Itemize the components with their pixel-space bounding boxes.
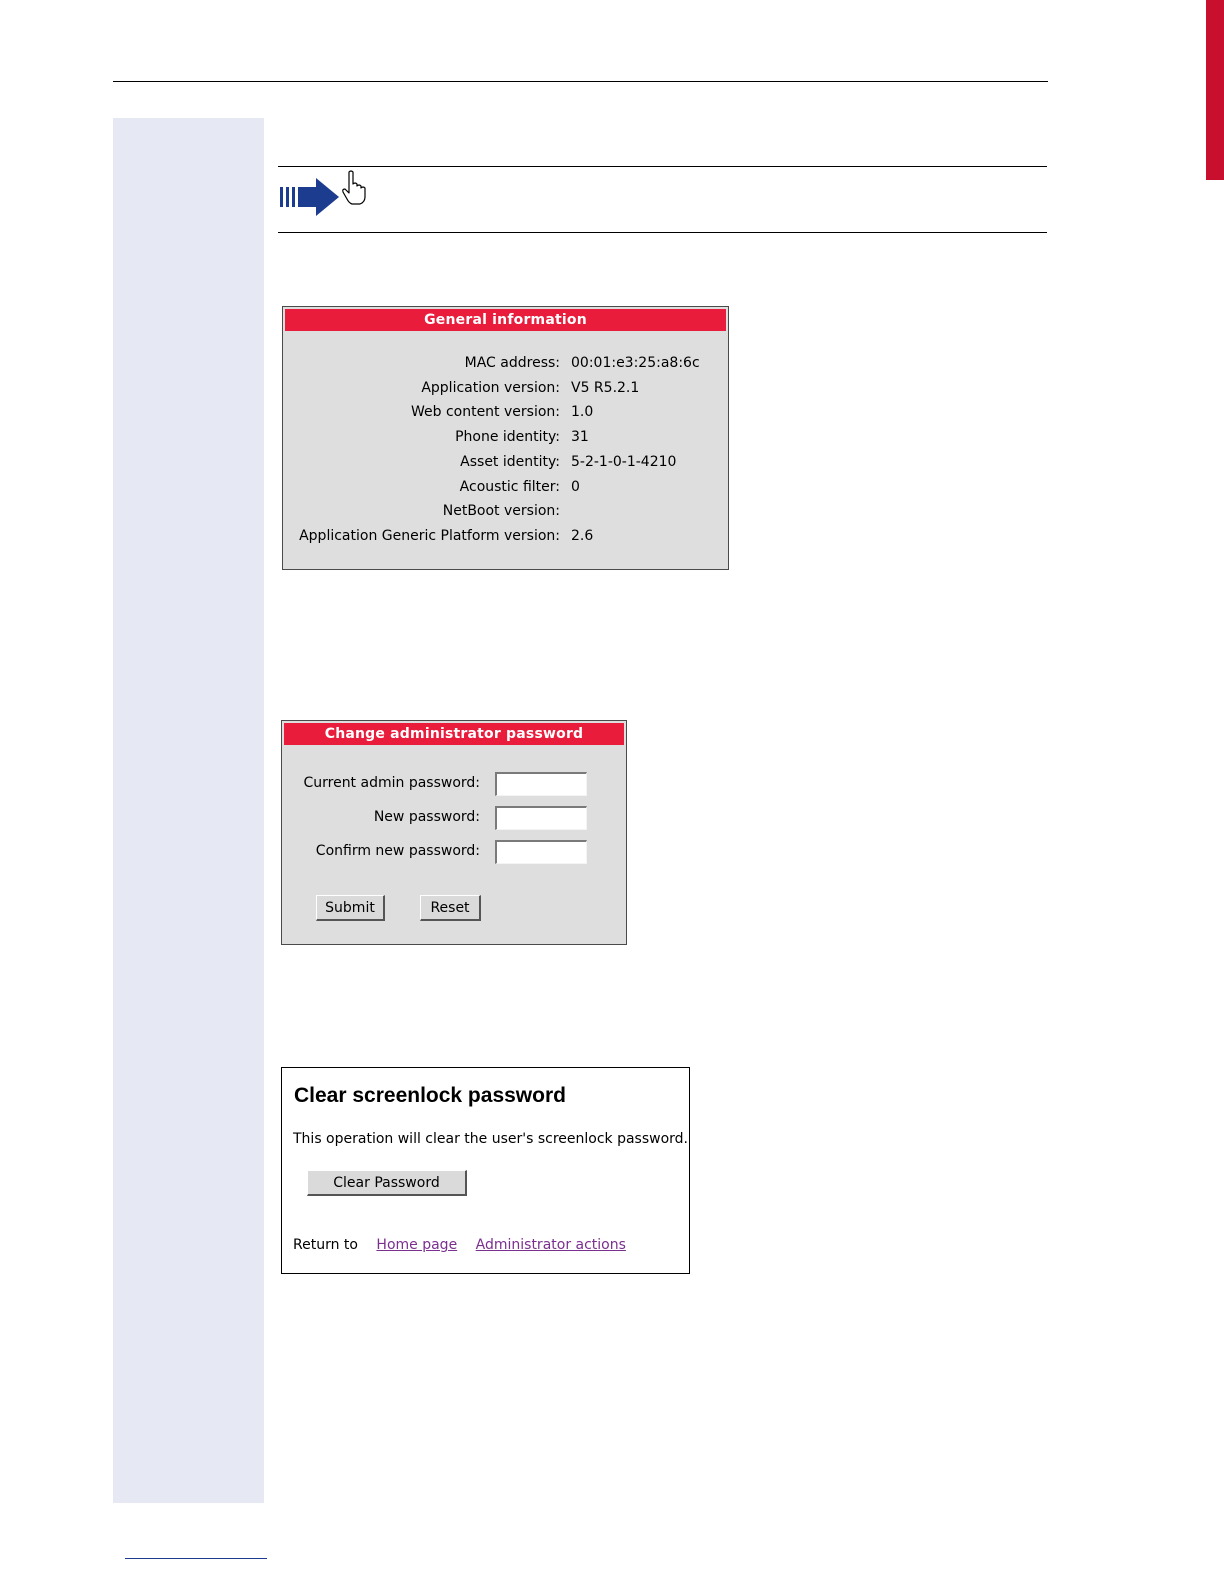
panel-title: Change administrator password xyxy=(284,723,624,745)
info-row xyxy=(283,503,728,525)
current-password-row xyxy=(282,772,626,796)
page-edge-tab xyxy=(1206,0,1224,180)
info-label: NetBoot version: xyxy=(442,503,560,520)
confirm-password-row xyxy=(282,840,626,864)
info-value: V5 R5.2.1 xyxy=(571,379,640,396)
top-rule xyxy=(113,81,1048,82)
info-row xyxy=(283,479,728,501)
reset-button[interactable]: Reset xyxy=(420,895,481,921)
info-row xyxy=(283,380,728,402)
clear-password-button[interactable]: Clear Password xyxy=(307,1170,467,1196)
info-value: 0 xyxy=(571,478,580,495)
current-password-label: Current admin password: xyxy=(303,775,480,791)
info-label: Web content version: xyxy=(410,404,560,421)
info-value: 31 xyxy=(571,429,589,446)
confirm-password-label: Confirm new password: xyxy=(315,843,480,859)
return-links xyxy=(293,1237,626,1253)
info-row xyxy=(283,454,728,476)
change-password-panel xyxy=(281,720,627,945)
general-information-panel xyxy=(282,306,729,570)
info-row xyxy=(283,355,728,377)
panel-title: General information xyxy=(285,309,726,331)
info-label: Phone identity: xyxy=(455,429,560,446)
submit-button[interactable]: Submit xyxy=(316,895,385,921)
clear-screenlock-panel xyxy=(281,1067,690,1274)
note-arrow-icon xyxy=(278,168,373,218)
note-bottom-rule xyxy=(278,232,1047,233)
info-label: Application Generic Platform version: xyxy=(299,527,560,544)
return-label: Return to xyxy=(293,1237,358,1253)
info-label: Application version: xyxy=(421,379,560,396)
home-page-link[interactable]: Home page xyxy=(376,1237,458,1253)
info-label: MAC address: xyxy=(464,355,560,371)
clear-screenlock-title: Clear screenlock password xyxy=(294,1084,566,1107)
info-row xyxy=(283,429,728,451)
note-top-rule xyxy=(278,166,1047,167)
confirm-password-input[interactable] xyxy=(495,840,587,864)
info-value: 1.0 xyxy=(571,404,594,421)
new-password-row xyxy=(282,806,626,830)
info-value: 5-2-1-0-1-4210 xyxy=(571,453,677,470)
administrator-actions-link[interactable]: Administrator actions xyxy=(475,1237,626,1253)
info-row xyxy=(283,528,728,550)
hand-pointer-icon xyxy=(343,171,365,204)
info-value: 2.6 xyxy=(571,527,594,544)
current-password-input[interactable] xyxy=(495,772,587,796)
bottom-rule xyxy=(125,1558,267,1559)
margin-column xyxy=(113,118,264,1503)
new-password-label: New password: xyxy=(373,809,480,825)
new-password-input[interactable] xyxy=(495,806,587,830)
info-label: Acoustic filter: xyxy=(459,478,560,495)
info-value: 00:01:e3:25:a8:6c xyxy=(571,355,700,371)
clear-screenlock-description: This operation will clear the user's screenlock password. xyxy=(293,1131,689,1147)
info-label: Asset identity: xyxy=(460,453,560,470)
info-row xyxy=(283,404,728,426)
